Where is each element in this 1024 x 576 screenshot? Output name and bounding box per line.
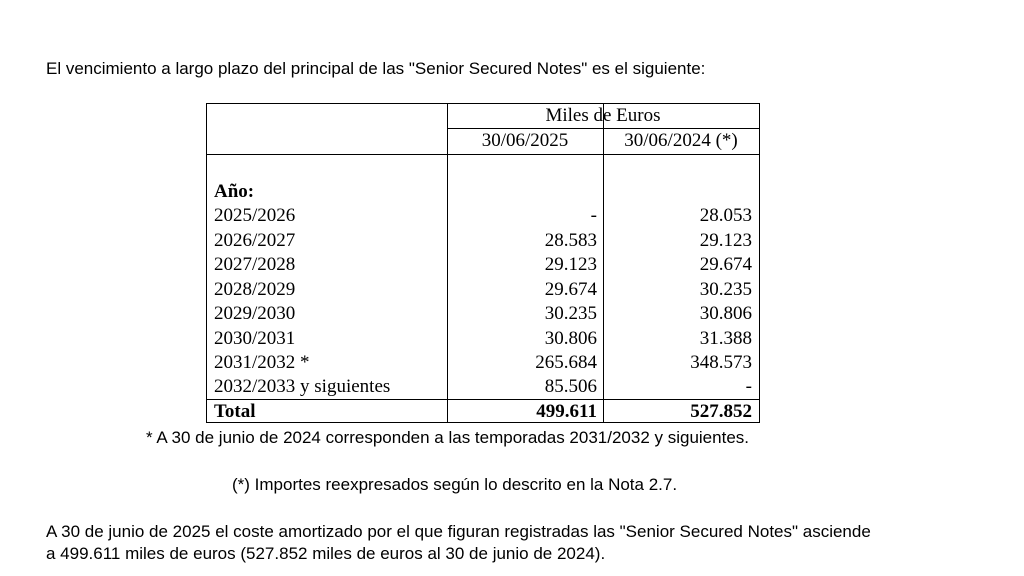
row-value-2025: 29.123 xyxy=(544,254,597,275)
row-label: 2029/2030 xyxy=(214,303,296,324)
row-value-2024: 28.053 xyxy=(699,205,752,226)
row-label: 2027/2028 xyxy=(214,254,296,275)
footnote-star: * A 30 de junio de 2024 corresponden a las temporadas 2031/2032 y siguientes. xyxy=(146,428,749,447)
row-value-2025: 29.674 xyxy=(544,278,597,300)
closing-paragraph xyxy=(46,521,871,565)
row-value-2024: - xyxy=(745,376,752,397)
row-label: 2032/2033 y siguientes xyxy=(214,376,391,397)
row-label: 2026/2027 xyxy=(214,229,296,251)
row-label: 2025/2026 xyxy=(214,205,296,226)
closing-line-1: A 30 de junio de 2025 el coste amortizado por el que figuran registradas las "Senior Secured Notes" asciende xyxy=(46,522,871,541)
col-header-2024: 30/06/2024 (*) xyxy=(624,130,738,151)
total-label: Total xyxy=(214,400,256,422)
row-value-2025: - xyxy=(590,205,597,226)
intro-text: El vencimiento a largo plazo del principal de las "Senior Secured Notes" es el siguiente: xyxy=(46,59,706,78)
row-value-2024: 31.388 xyxy=(699,327,752,349)
row-value-2025: 265.684 xyxy=(535,352,597,373)
maturity-table xyxy=(206,103,760,423)
header-bottom-rule xyxy=(207,154,759,155)
row-value-2025: 30.806 xyxy=(544,327,597,349)
row-label: 2028/2029 xyxy=(214,278,296,300)
section-label-year: Año: xyxy=(214,181,255,202)
row-value-2024: 29.123 xyxy=(699,229,752,251)
group-header: Miles de Euros xyxy=(545,105,661,126)
closing-line-2: a 499.611 miles de euros (527.852 miles de euros al 30 de junio de 2024). xyxy=(46,544,606,563)
row-value-2025: 28.583 xyxy=(544,229,597,251)
row-value-2024: 29.674 xyxy=(699,254,752,275)
total-value-2024: 527.852 xyxy=(690,400,752,422)
total-value-2025: 499.611 xyxy=(536,400,597,422)
row-value-2024: 348.573 xyxy=(690,352,752,373)
col-header-2025: 30/06/2025 xyxy=(481,130,569,151)
row-label: 2030/2031 xyxy=(214,327,296,349)
row-label: 2031/2032 * xyxy=(214,352,310,373)
footnote-restated: (*) Importes reexpresados según lo descrito en la Nota 2.7. xyxy=(232,475,678,494)
row-value-2025: 30.235 xyxy=(544,303,597,324)
row-value-2025: 85.506 xyxy=(544,376,597,397)
row-value-2024: 30.235 xyxy=(699,278,752,300)
row-value-2024: 30.806 xyxy=(699,303,752,324)
